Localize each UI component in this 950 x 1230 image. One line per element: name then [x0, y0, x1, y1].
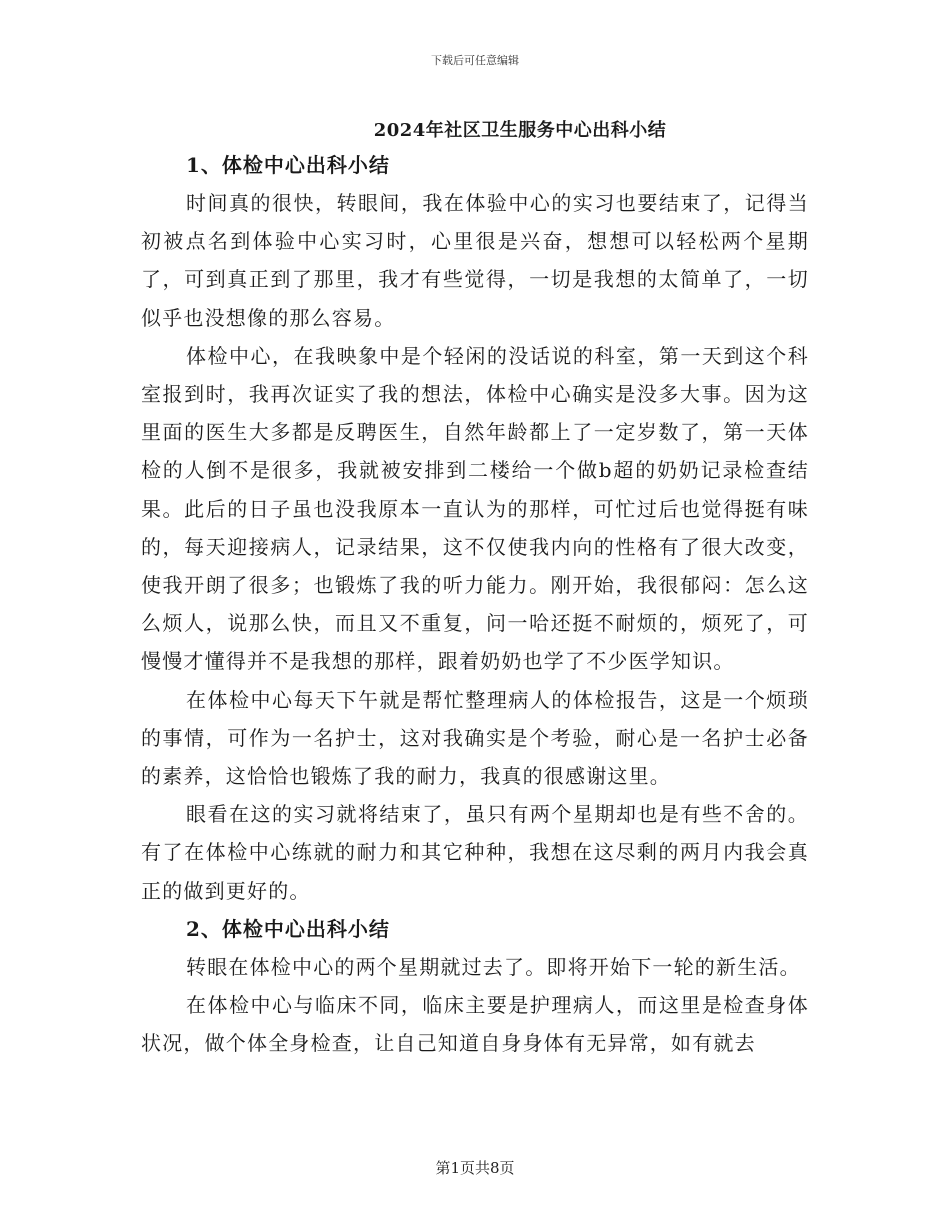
section-1-paragraph-3: 在体检中心每天下午就是帮忙整理病人的体检报告，这是一个烦琐的事情，可作为一名护士，这对我确实是个考验，耐心是一名护士必备的素养，这恰恰也锻炼了我的耐力，我真的很感谢这里。 [141, 687, 809, 789]
section-heading-2: 2、体检中心出科小结 [186, 916, 390, 941]
document-body [141, 146, 809, 1062]
section-2-paragraph-1: 转眼在体检中心的两个星期就过去了。即将开始下一轮的新生活。 [186, 954, 801, 979]
section-heading-1: 1、体检中心出科小结 [186, 153, 390, 177]
section-1-paragraph-2: 体检中心，在我映象中是个轻闲的没话说的科室，第一天到这个科室报到时，我再次证实了我的想法，体检中心确实是没多大事。因为这里面的医生大多都是反聘医生，自然年龄都上了一定岁数了，第一天体检的人倒不是很多，我就被安排到二楼给一个做b超的奶奶记录检查结果。此后的日子虽也没我原本一直认为的那样，可忙过后也觉得挺有味的，每天迎接病人，记录结果，这不仅使我内向的性格有了很大改变，使我开朗了很多；也锻炼了我的听力能力。刚开始，我很郁闷：怎么这么烦人，说那么快，而且又不重复，问一哈还挺不耐烦的，烦死了，可慢慢才懂得并不是我想的那样，跟着奶奶也学了不少医学知识。 [141, 343, 809, 674]
page-header-note: 下载后可任意编辑 [431, 54, 519, 67]
page-footer-number: 第1页共8页 [435, 1159, 515, 1177]
section-2-paragraph-2: 在体检中心与临床不同，临床主要是护理病人，而这里是检查身体状况，做个体全身检查，让自己知道自身身体有无异常，如有就去 [141, 993, 809, 1056]
section-1-paragraph-4: 眼看在这的实习就将结束了，虽只有两个星期却也是有些不舍的。有了在体检中心练就的耐力和其它种种，我想在这尽剩的两月内我会真正的做到更好的。 [141, 802, 809, 903]
document-title: 2024年社区卫生服务中心出科小结 [373, 120, 667, 141]
section-1-paragraph-1: 时间真的很快，转眼间，我在体验中心的实习也要结束了，记得当初被点名到体验中心实习时，心里很是兴奋，想想可以轻松两个星期了，可到真正到了那里，我才有些觉得，一切是我想的太简单了，一切似乎也没想像的那么容易。 [141, 191, 809, 330]
